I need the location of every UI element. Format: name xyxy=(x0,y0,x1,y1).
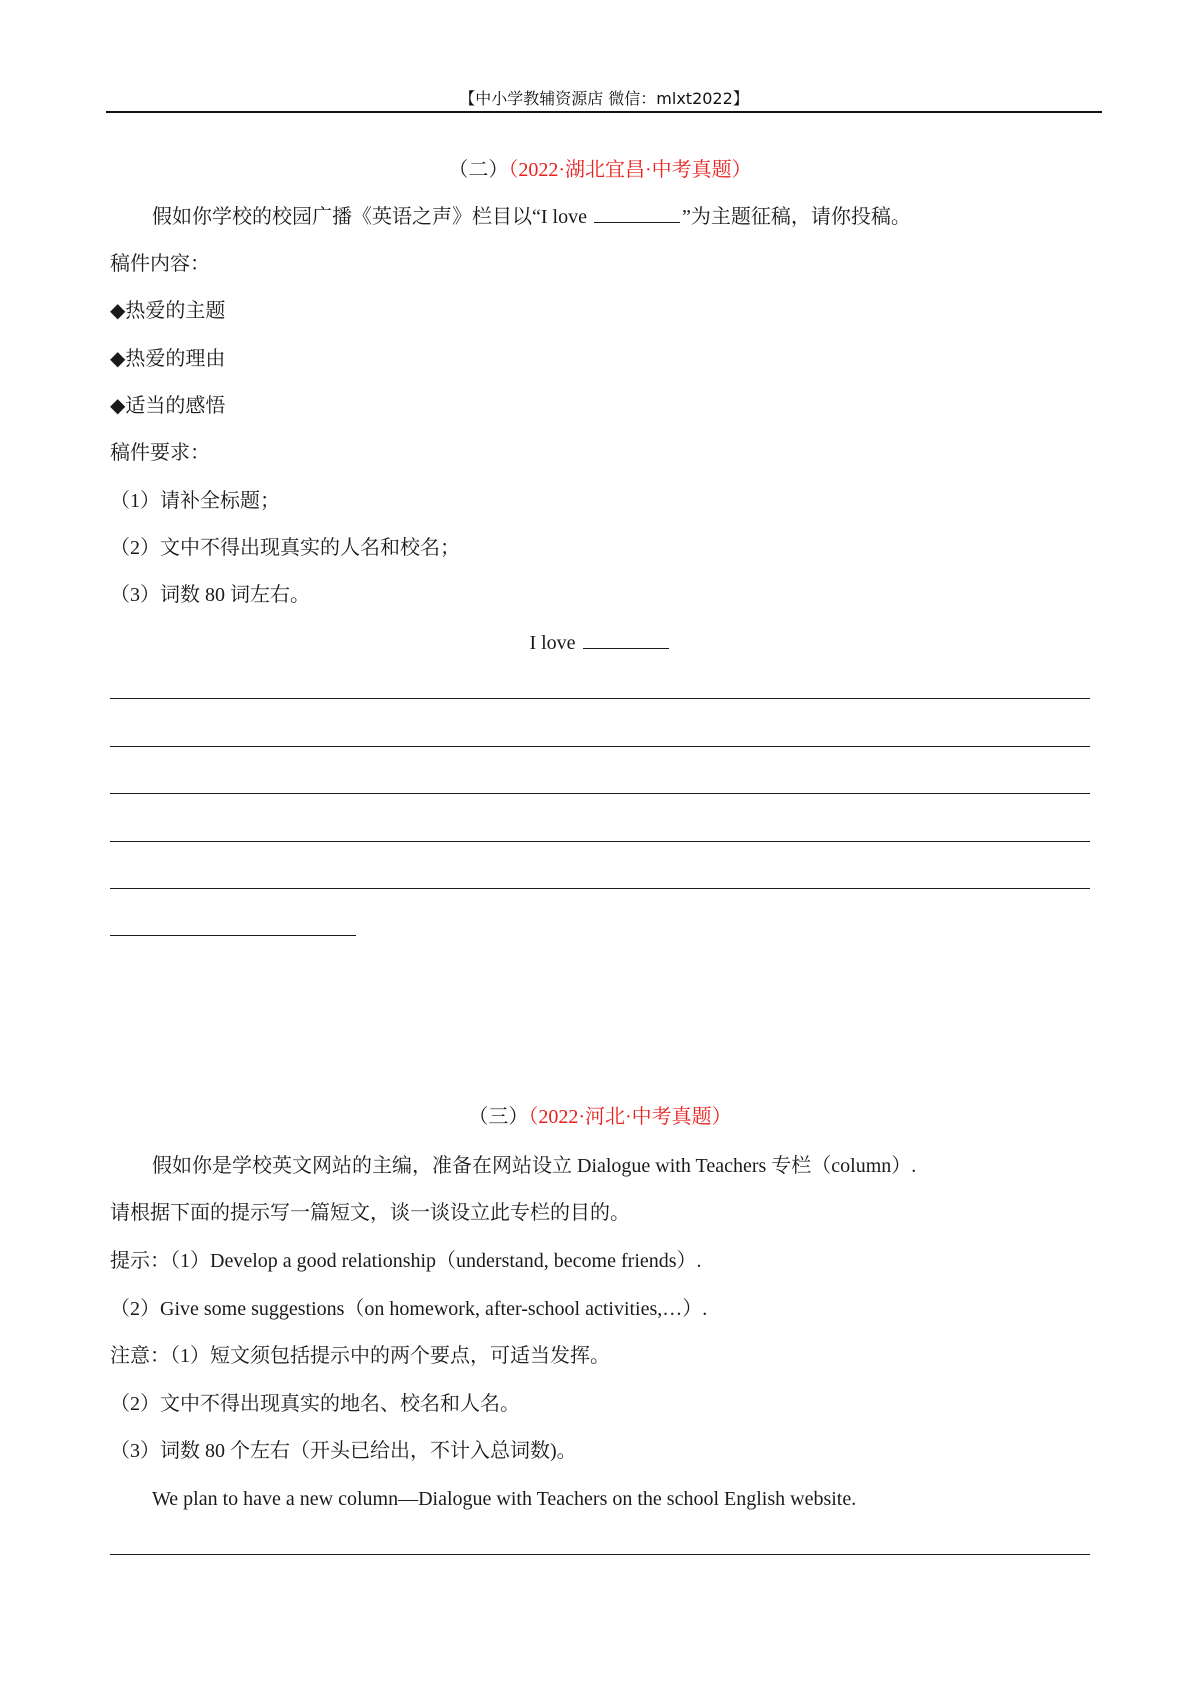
content-item: ◆热爱的主题 xyxy=(110,300,226,322)
page-header: 【中小学教辅资源店 微信：mlxt2022】 xyxy=(459,89,749,108)
section2-title-prefix: （二） xyxy=(448,159,509,181)
writing-line xyxy=(110,746,1090,747)
header-divider xyxy=(106,111,1102,113)
essay-title xyxy=(110,630,1090,656)
section2-prompt-before: 假如你学校的校园广播《英语之声》栏目以“I love xyxy=(152,206,592,228)
writing-line xyxy=(110,888,1090,889)
section2-title-source: （2022·湖北宜昌·中考真题） xyxy=(508,159,752,181)
requirement-item: （1）请补全标题； xyxy=(110,490,280,512)
section3-title-source: （2022·河北·中考真题） xyxy=(528,1106,732,1128)
section3-para1: 假如你是学校英文网站的主编，准备在网站设立 Dialogue with Teachers 专栏（column）. xyxy=(152,1155,917,1177)
blank-underline xyxy=(594,204,680,223)
note-item: 注意：（1）短文须包括提示中的两个要点，可适当发挥。 xyxy=(110,1345,610,1367)
note-item: （2）文中不得出现真实的地名、校名和人名。 xyxy=(110,1393,520,1415)
essay-title-text: I love xyxy=(529,632,581,654)
section3-title-prefix: （三） xyxy=(468,1106,529,1128)
section2-title xyxy=(110,157,1090,183)
title-blank-underline xyxy=(583,630,669,649)
writing-line xyxy=(110,841,1090,842)
essay-opening: We plan to have a new column—Dialogue with Teachers on the school English website. xyxy=(152,1488,857,1510)
requirement-item: （2）文中不得出现真实的人名和校名； xyxy=(110,537,460,559)
section3-title xyxy=(110,1104,1090,1130)
requirements-label: 稿件要求： xyxy=(110,442,210,464)
note-item: （3）词数 80 个左右（开头已给出，不计入总词数)。 xyxy=(110,1440,577,1462)
writing-line xyxy=(110,1554,1090,1555)
requirement-item: （3）词数 80 词左右。 xyxy=(110,584,310,606)
writing-line xyxy=(110,935,356,936)
writing-line xyxy=(110,698,1090,699)
hint-item: 提示：（1）Develop a good relationship（understand, become friends）. xyxy=(110,1250,702,1272)
content-item: ◆热爱的理由 xyxy=(110,348,226,370)
content-label: 稿件内容： xyxy=(110,253,210,275)
writing-line xyxy=(110,793,1090,794)
content-item: ◆适当的感悟 xyxy=(110,395,226,417)
section3-para2: 请根据下面的提示写一篇短文，谈一谈设立此专栏的目的。 xyxy=(110,1202,630,1224)
section2-prompt-after: ”为主题征稿，请你投稿。 xyxy=(681,206,911,228)
hint-item: （2）Give some suggestions（on homework, after-school activities,…）. xyxy=(110,1298,708,1320)
section2-prompt xyxy=(152,204,911,230)
